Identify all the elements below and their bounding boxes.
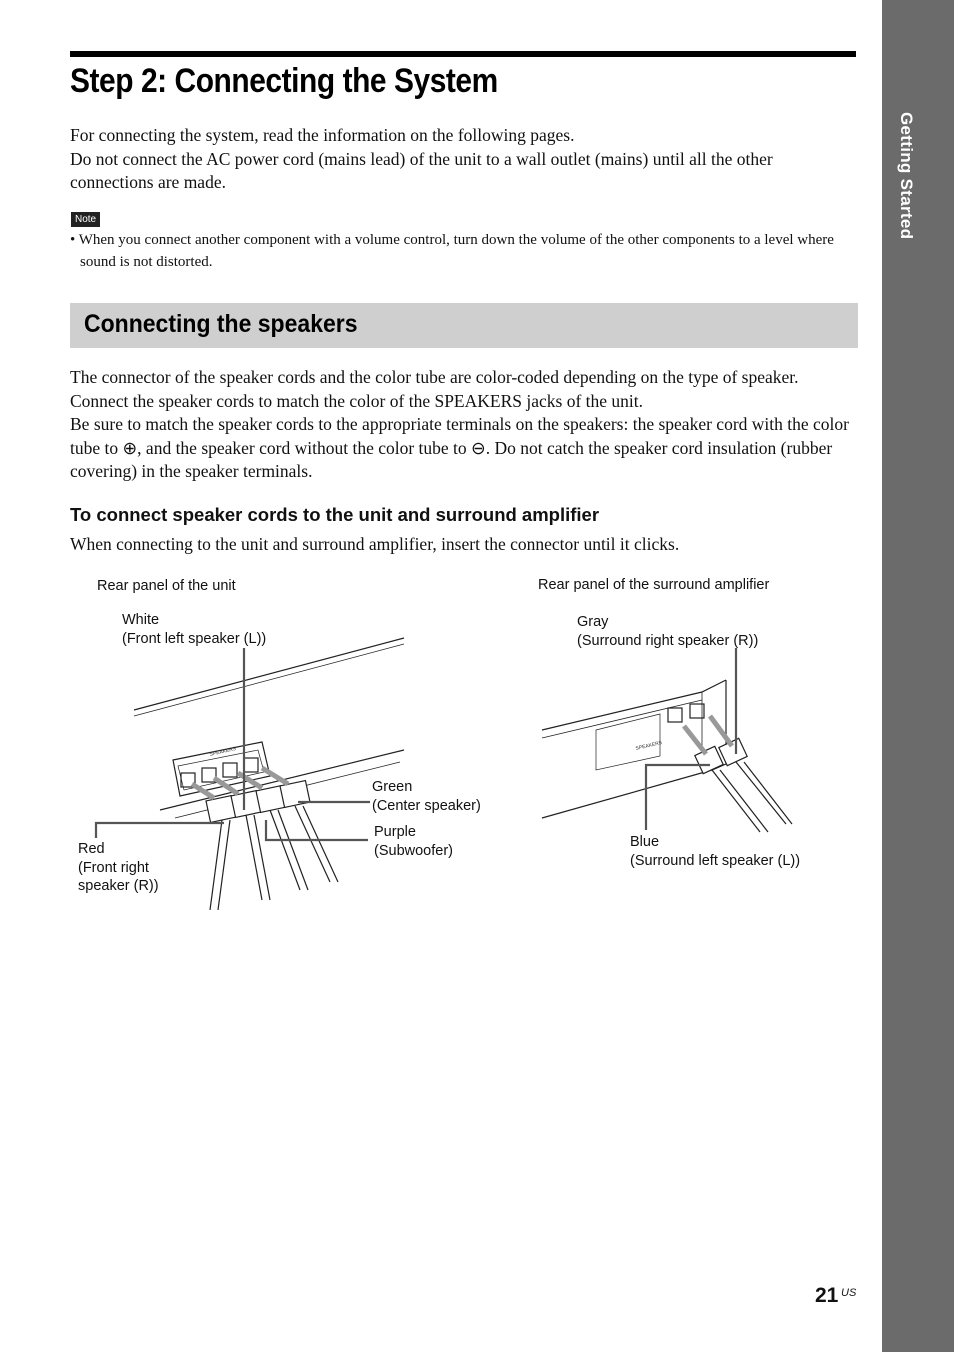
note-item: • When you connect another component with a volume control, turn down the volume of the other components to a level where sound is not distorted. — [70, 229, 860, 273]
page-number-suffix: US — [841, 1287, 857, 1299]
unit-panel-label: Rear panel of the unit — [97, 578, 236, 594]
para2-part-b: , and the speaker cord without the color tube to — [137, 437, 472, 458]
section-para-1: The connector of the speaker cords and the color tube are color-coded depending on the type of speaker. Connect the speaker cords to match the color of the SPEAKERS jacks of the unit. — [70, 367, 799, 411]
para2-part-c: . Do not catch the speaker cord insulation (rubber covering) in the speaker terminals. — [70, 437, 833, 481]
gray-color: Gray — [577, 614, 609, 630]
minus-symbol: ⊖ — [471, 437, 486, 458]
plus-symbol: ⊕ — [122, 437, 138, 458]
unit-speakers-text: SPEAKERS — [209, 746, 237, 758]
diagram-art — [0, 570, 880, 910]
blue-desc: (Surround left speaker (L)) — [630, 852, 801, 869]
amp-leader-lines — [646, 648, 736, 830]
intro-line-1: For connecting the system, read the information on the following pages. — [70, 125, 575, 145]
blue-color: Blue — [630, 834, 660, 850]
unit-connectors — [206, 781, 338, 910]
red-color: Red — [78, 841, 105, 857]
red-desc-1: (Front right — [78, 859, 149, 876]
title-rule — [70, 51, 856, 57]
amp-connectors — [695, 738, 792, 832]
para2-part-a: Be sure to match the speaker cords to the appropriate terminals on the speakers: the speaker cord with the color tube to — [70, 414, 849, 458]
purple-desc: (Subwoofer) — [374, 842, 453, 859]
section-para-2 — [70, 413, 856, 484]
green-color: Green — [372, 779, 413, 795]
connection-diagram — [0, 570, 880, 910]
subsection-title: To connect speaker cords to the unit and surround amplifier — [70, 504, 600, 525]
green-desc: (Center speaker) — [372, 797, 481, 814]
intro-line-2: Do not connect the AC power cord (mains lead) of the unit to a wall outlet (mains) until all the other connections are made. — [70, 148, 773, 192]
red-desc-2: speaker (R)) — [78, 878, 159, 894]
section-title: Connecting the speakers — [84, 310, 358, 338]
white-color: White — [122, 612, 160, 628]
gray-desc: (Surround right speaker (R)) — [577, 632, 759, 649]
section-text — [70, 366, 856, 484]
note-list — [70, 229, 860, 273]
subsection-text: When connecting to the unit and surround amplifier, insert the connector until it clicks. — [70, 534, 680, 554]
purple-color: Purple — [374, 824, 416, 840]
amp-speakers-text: SPEAKERS — [635, 740, 663, 752]
page-title: Step 2: Connecting the System — [70, 62, 498, 100]
white-desc: (Front left speaker (L)) — [122, 630, 267, 647]
page-number: 21 — [815, 1284, 839, 1307]
amp-panel-label: Rear panel of the surround amplifier — [538, 577, 770, 593]
side-tab-label: Getting Started — [897, 112, 916, 240]
amp-panel-drawing — [542, 680, 726, 818]
intro-text — [70, 124, 856, 195]
note-badge: Note — [71, 212, 100, 227]
